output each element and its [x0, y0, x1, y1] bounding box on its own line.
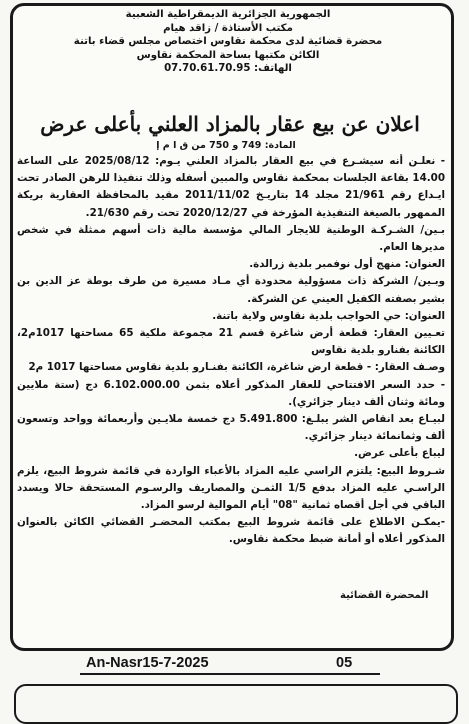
- paragraph-consultation: -يمكـن الاطلاع على قائمة شروط البيع بمكتب المحضـر القضائي الكائن بالعنوان المذكور أعلاه أو أمانة ضبط محكمة نقاوس.: [17, 516, 445, 546]
- footer-rule: [80, 673, 380, 675]
- header-line-2: مكتب الأستاذة / زاقد هيام: [163, 22, 293, 34]
- newspaper-name: An-Nasr15-7-2025: [86, 655, 209, 671]
- notice-title: اعلان عن بيع عقار بالمزاد العلني بأعلى عرض: [40, 112, 420, 136]
- paragraph-creditor: بـين/ الشـركـة الوطنية للايجار المالي مؤسسة مالية ذات أسهم ممثلة في شخص مديرها العام.: [17, 223, 445, 254]
- signature: المحضرة القضائية: [340, 590, 429, 601]
- legal-articles: المادة: 749 و 750 من ق ا م إ: [156, 140, 296, 151]
- paragraph-property-designation: تعـيين العقار: قطعة أرض شاغرة قسم 21 مجموعة ملكية 65 مساحتها 1017م2، الكائنة بفنارو بلدية نقاوس: [17, 327, 445, 357]
- next-notice-frame: [14, 684, 458, 724]
- header-line-3: محضرة قضائية لدى محكمة نقاوس اختصاص مجلس قضاء باتنة: [73, 36, 383, 48]
- notice-body: [17, 153, 445, 549]
- paragraph-creditor-address: العنوان: منهج أول نوفمبر بلدية زرالدة.: [249, 258, 445, 271]
- paragraph-property-description: وصـف العقار: - قطعة ارض شاغرة، الكائنة بفنـارو بلدية نقاوس مساحتها 1017 م2: [28, 361, 445, 374]
- paragraph-opening-price: - حدد السعر الافتتاحي للعقار المذكور أعلاه بثمن 6.102.000.00 دج (ستة ملايين ومائة وثنان ألف دينار جزائري).: [17, 378, 445, 408]
- header-line-5: الهاتف: 07.70.61.70.95: [164, 63, 292, 75]
- paragraph-highest-bid: ليباع بأعلى عرض.: [354, 447, 445, 460]
- paragraph-sale-conditions: شـروط البيع: يلتزم الراسي عليه المزاد بالأعباء الواردة في قائمة شروط البيع، يلزم الراسـي عليه المزاد بدفع 1/5 الثمـن والمصاريف والرسـوم المستحقة حالا ويسدد الباقي في أجل أقصاه ثمانية "08" أيام الموالية لرسو المزاد.: [17, 464, 445, 512]
- paragraph-debtor-address: العنوان: حي الحواجب بلدية نقاوس ولاية باتنة.: [212, 309, 445, 322]
- paragraph-reduced-price: لبيـاع بعد انقاص الشر يبلـغ: 5.491.800 دج خمسة ملايـين وأربعمائة وواحد وتسعون ألف وثمانمائة دينار جزائري.: [17, 413, 445, 443]
- notice-header: [18, 8, 438, 76]
- page-number: 05: [336, 655, 353, 671]
- header-line-4: الكائن مكتبها بساحة المحكمة نقاوس: [136, 49, 320, 61]
- paragraph-debtor: وبـين/ الشركة ذات مسؤولية محدودة أي مـاد مسيرة من طرف بوطة عز الدين بن بشير بصفته الكفيل العيني عن الشركة.: [17, 275, 445, 305]
- paragraph-sale-announcement: - نعلـن أنه سيشـرع في بيع العقار بالمزاد العلني يـوم: 2025/08/12 على الساعة 14.00 بقاعة الجلسات بمحكمة نقاوس والمبين أسفله وذلك تنفيذا للرهن الصادر تحت ايـداع رقم 21/961 مجلد 14 بتاريـخ 2011/11/02 مقيد بالمحافظة العقارية بريكة الممهور بالصيغة التنفيذية المؤرخة في 2020/12/27 تحت رقم 21/630.: [17, 155, 446, 219]
- header-line-1: الجمهورية الجزائرية الديمقراطية الشعبية: [125, 9, 331, 20]
